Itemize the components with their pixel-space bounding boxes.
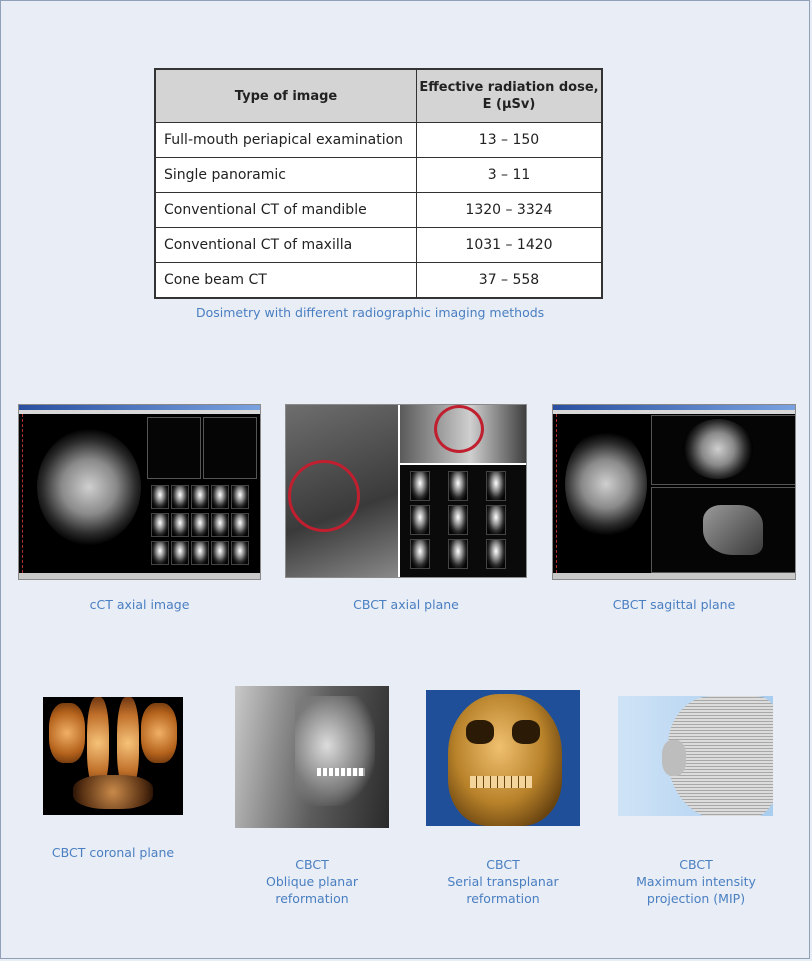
caption-cbct-sagittal: CBCT sagittal plane [612,597,736,612]
header-dose-line2: E (µSv) [482,97,536,112]
caption-line: reformation [275,891,349,906]
cct-axial-screenshot [18,404,261,580]
caption-line: reformation [466,891,540,906]
row-dose: 13 – 150 [417,123,603,158]
caption-line: Maximum intensity [636,874,756,889]
cbct-transplanar-render [426,690,580,826]
cbct-mip-render [618,696,773,816]
caption-line: CBCT [679,857,713,872]
row-dose: 1031 – 1420 [417,228,603,263]
table-row [155,228,602,263]
highlight-ring [288,460,360,532]
caption-cbct-transplanar [420,856,586,907]
caption-line: CBCT [295,857,329,872]
row-type: Full-mouth periapical examination [155,123,417,158]
caption-cbct-oblique [230,856,394,907]
skull-axial-slice [37,429,141,545]
table-row [155,193,602,228]
caption-line: Oblique planar [265,874,359,889]
cbct-axial-screenshot [285,404,527,578]
caption-cbct-mip [612,856,780,907]
row-dose: 1320 – 3324 [417,193,603,228]
skull-axial-slice [565,429,647,539]
row-dose: 37 – 558 [417,263,603,299]
caption-cbct-coronal: CBCT coronal plane [51,845,175,860]
caption-cct-axial: cCT axial image [89,597,190,612]
header-effective-dose [417,69,603,123]
cbct-coronal-render [43,697,183,815]
header-type-of-image: Type of image [155,69,417,123]
table-row [155,263,602,299]
cbct-sagittal-screenshot [552,404,796,580]
table-row [155,158,602,193]
row-dose: 3 – 11 [417,158,603,193]
row-type: Conventional CT of mandible [155,193,417,228]
caption-line: Serial transplanar [447,874,559,889]
caption-line: CBCT [486,857,520,872]
caption-line: projection (MIP) [646,891,746,906]
caption-cbct-axial: CBCT axial plane [353,597,459,612]
row-type: Single panoramic [155,158,417,193]
highlight-ring [434,405,484,453]
cbct-oblique-render [235,686,389,828]
dosimetry-table [154,68,603,299]
row-type: Cone beam CT [155,263,417,299]
table-caption: Dosimetry with different radiographic imaging methods [196,305,545,320]
table-row [155,123,602,158]
row-type: Conventional CT of maxilla [155,228,417,263]
table-header-row [155,69,602,123]
header-dose-line1: Effective radiation dose, [419,80,599,95]
